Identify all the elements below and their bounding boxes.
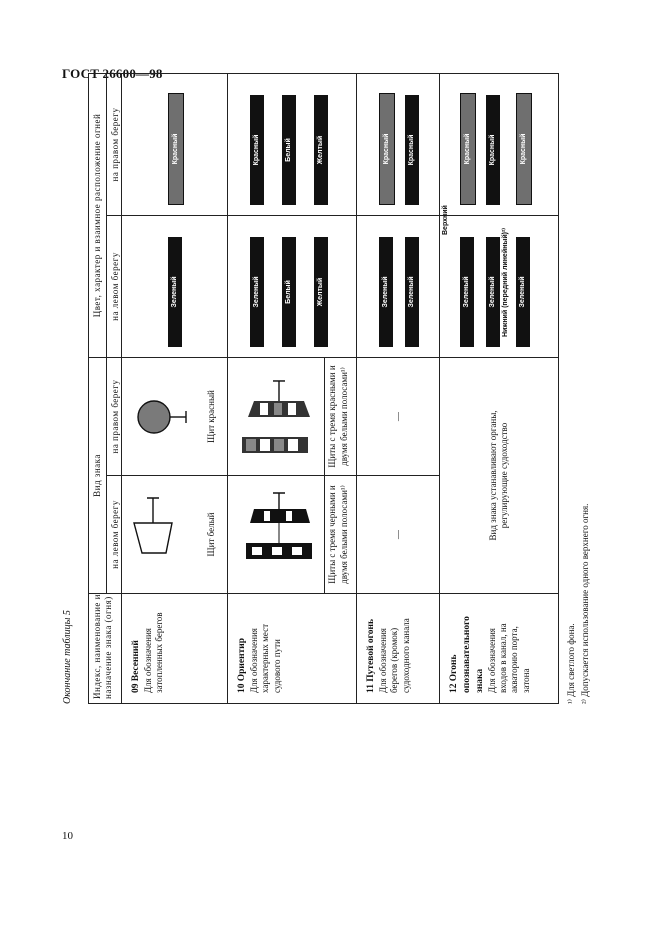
row-09-right-sign xyxy=(122,358,228,476)
white-light-bar: Белый xyxy=(282,237,296,347)
col-left-bank-header: на левом берегу xyxy=(107,476,122,594)
row-12-right-lights xyxy=(440,73,559,215)
row-10-left-lights xyxy=(228,216,357,358)
signs-table xyxy=(88,73,559,704)
yellow-light-bar: Желтый xyxy=(314,237,328,347)
row-10-index: 10 Ориентир Для обозначения характерных мест судового пути xyxy=(228,594,357,704)
page-number: 10 xyxy=(62,830,73,842)
white-trapezoid-board-icon xyxy=(122,475,202,593)
right-note: Щиты с тремя красными и двумя белыми полосами¹⁾ xyxy=(324,358,350,475)
white-light-bar: Белый xyxy=(282,95,296,205)
table-header-row-1 xyxy=(89,73,107,703)
middle-label: Нижний (передний линейный)²⁾ xyxy=(502,227,510,337)
green-light-bar: Зеленый xyxy=(250,237,264,347)
row-11-right-sign: — xyxy=(357,358,440,476)
table-row xyxy=(357,73,440,703)
row-12-index: 12 Огонь опознавательного знака Для обозначения входов в канал, на акваторию порта, затона xyxy=(440,594,559,704)
col-lights-right-header: на правом берегу xyxy=(107,73,122,215)
rotated-table-area xyxy=(62,74,593,704)
footnote-1: ¹⁾ Для светлого фона. xyxy=(566,623,576,704)
black-striped-boards-icon xyxy=(228,475,320,593)
col-sign-view-header: Вид знака xyxy=(89,358,107,594)
red-light-bar: Красный xyxy=(516,93,532,205)
top-label: Верхний xyxy=(442,205,450,235)
red-light-bar: Красный xyxy=(460,93,476,205)
green-light-bar: Зеленый xyxy=(168,237,182,347)
green-light-bar: Зеленый xyxy=(460,237,474,347)
green-light-bar: Зеленый xyxy=(405,237,419,347)
left-sign-label: Щит белый xyxy=(206,512,217,557)
green-light-bar: Зеленый xyxy=(379,237,393,347)
table-row xyxy=(122,73,228,703)
red-light-bar: Красный xyxy=(250,95,264,205)
row-09-right-light xyxy=(122,73,228,215)
yellow-light-bar: Желтый xyxy=(314,95,328,205)
right-sign-label: Щит красный xyxy=(206,390,217,443)
row-12-left-lights xyxy=(440,205,559,358)
row-09-index: 09 Весенний Для обозначения затопленных берегов xyxy=(122,594,228,704)
row-11-left-sign: — xyxy=(357,476,440,594)
green-light-bar: Зеленый xyxy=(486,237,500,347)
left-note: Щиты с тремя черными и двумя белыми полосами¹⁾ xyxy=(324,476,350,593)
standard-title: ГОСТ 26600—98 xyxy=(62,66,163,81)
red-light-bar: Красный xyxy=(379,93,395,205)
row-12-sign-text: Вид знака устанавливают органы, регулирующие судоходство xyxy=(440,358,559,594)
row-11-index: 11 Путевой огонь Для обозначения берегов (кромок) судоходного канала xyxy=(357,594,440,704)
red-striped-boards-icon xyxy=(228,357,320,475)
red-light-bar: Красный xyxy=(486,95,500,205)
row-11-left-lights xyxy=(357,216,440,358)
row-10-left-sign xyxy=(228,476,357,594)
col-index-header: Индекс, наименование и назначение знака (огня) xyxy=(89,594,122,704)
col-lights-header: Цвет, характер и взаимное расположение огней xyxy=(89,73,107,357)
col-right-bank-header: на правом берегу xyxy=(107,358,122,476)
green-light-bar: Зеленый xyxy=(516,237,530,347)
table-row xyxy=(228,73,357,703)
red-light-bar: Красный xyxy=(168,93,184,205)
row-10-right-sign xyxy=(228,358,357,476)
table-caption: Окончание таблицы 5 xyxy=(62,610,73,704)
row-09-left-light xyxy=(122,216,228,358)
row-10-right-lights xyxy=(228,73,357,215)
row-09-left-sign xyxy=(122,476,228,594)
red-circle-board-icon xyxy=(122,357,202,475)
table-row xyxy=(440,73,559,703)
footnote-2: ²⁾ Допускается использование одного верхнего огня. xyxy=(580,503,590,704)
red-light-bar: Красный xyxy=(405,95,419,205)
row-11-right-lights xyxy=(357,73,440,215)
col-lights-left-header: на левом берегу xyxy=(107,216,122,358)
